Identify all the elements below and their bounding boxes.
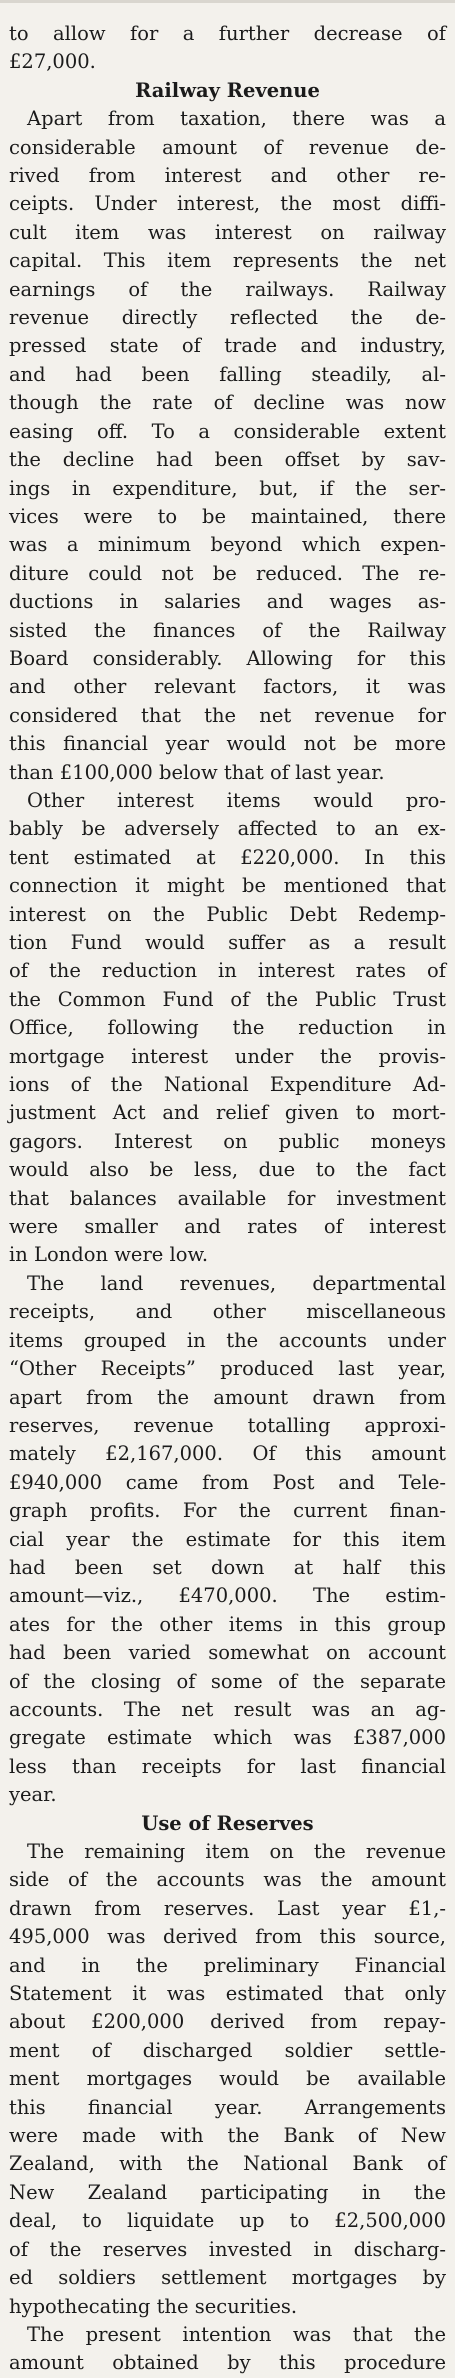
text-line: justment Act and relief given to mort- bbox=[9, 1101, 446, 1125]
text-line: though the rate of decline was now bbox=[9, 391, 446, 415]
text-line: interest on the Public Debt Redemp- bbox=[9, 902, 446, 926]
text-line: ment of discharged soldier settle- bbox=[9, 2038, 446, 2062]
text-line: rived from interest and other re- bbox=[9, 164, 446, 188]
text-line: considered that the net revenue for bbox=[9, 703, 446, 727]
text-line: in London were low. bbox=[9, 1243, 209, 1267]
text-line: gagors. Interest on public moneys bbox=[9, 1129, 446, 1153]
text-line: ductions in salaries and wages as- bbox=[9, 590, 446, 614]
text-line: was a minimum beyond which expen- bbox=[9, 533, 446, 557]
text-line: 495,000 was derived from this source, bbox=[9, 1925, 446, 1949]
text-line: ment mortgages would be available bbox=[9, 2067, 446, 2091]
text-line: revenue directly reflected the de- bbox=[9, 306, 446, 330]
text-line: Apart from taxation, there was a bbox=[27, 107, 446, 131]
text-line: had been varied somewhat on account bbox=[9, 1641, 446, 1665]
text-line: this financial year. Arrangements bbox=[9, 2095, 446, 2119]
text-line: cial year the estimate for this item bbox=[9, 1527, 446, 1551]
text-line: mately £2,167,000. Of this amount bbox=[9, 1442, 446, 1466]
text-line: ceipts. Under interest, the most diffi- bbox=[9, 192, 446, 216]
text-line: reserves, revenue totalling approxi- bbox=[9, 1413, 446, 1437]
text-line: hypothecating the securities. bbox=[9, 2294, 298, 2318]
text-line: accounts. The net result was an ag- bbox=[9, 1697, 446, 1721]
text-line: would also be less, due to the fact bbox=[9, 1158, 446, 1182]
interest-paragraph bbox=[9, 787, 446, 1270]
text-line: amount obtained by this procedure bbox=[9, 2351, 446, 2375]
land-revenues-paragraph bbox=[9, 1270, 446, 1810]
text-line: and had been falling steadily, al- bbox=[9, 362, 446, 386]
text-line: the decline had been offset by sav- bbox=[9, 448, 446, 472]
text-line: side of the accounts was the amount bbox=[9, 1868, 446, 1892]
text-line: this financial year would not be more bbox=[9, 732, 446, 756]
reserves-paragraph bbox=[9, 1838, 446, 2321]
text-line: The present intention was that the bbox=[27, 2322, 446, 2346]
text-line: easing off. To a considerable extent bbox=[9, 419, 446, 443]
text-line: the Common Fund of the Public Trust bbox=[9, 987, 446, 1011]
text-line: drawn from reserves. Last year £1,- bbox=[9, 1896, 446, 1920]
text-line: pressed state of trade and industry, bbox=[9, 334, 446, 358]
text-line: ed soldiers settlement mortgages by bbox=[9, 2266, 446, 2290]
lead-paragraph bbox=[9, 20, 446, 77]
text-line: The land revenues, departmental bbox=[27, 1271, 446, 1295]
text-line: Statement it was estimated that only bbox=[9, 1982, 446, 2006]
text-line: The remaining item on the revenue bbox=[27, 1840, 446, 1863]
text-line: considerable amount of revenue de- bbox=[9, 135, 446, 159]
text-line: apart from the amount drawn from bbox=[9, 1385, 446, 1409]
text-line: mortgage interest under the provis- bbox=[9, 1044, 446, 1068]
text-line: bably be adversely affected to an ex- bbox=[9, 817, 446, 841]
text-line: diture could not be reduced. The re- bbox=[9, 561, 446, 585]
text-line: of the reserves invested in discharg- bbox=[9, 2237, 446, 2261]
text-line: were made with the Bank of New bbox=[9, 2124, 446, 2148]
text-line: year. bbox=[9, 1783, 57, 1807]
text-line: New Zealand participating in the bbox=[9, 2180, 446, 2204]
text-line: that balances available for investment bbox=[9, 1186, 446, 1210]
top-edge-rule bbox=[0, 0, 455, 3]
text-line: “Other Receipts” produced last year, bbox=[9, 1357, 446, 1381]
text-line: and in the preliminary Financial bbox=[9, 1953, 446, 1977]
text-line: cult item was interest on railway bbox=[9, 220, 446, 244]
text-line: than £100,000 below that of last year. bbox=[9, 760, 385, 784]
section-heading-railway-revenue: Railway Revenue bbox=[135, 78, 320, 102]
present-intention-paragraph bbox=[9, 2321, 446, 2378]
text-line: amount—viz., £470,000. The estim- bbox=[9, 1584, 446, 1608]
text-line: ions of the National Expenditure Ad- bbox=[9, 1073, 446, 1097]
section-heading-use-of-reserves: Use of Reserves bbox=[141, 1811, 314, 1835]
text-line: less than receipts for last financial bbox=[9, 1754, 446, 1778]
text-line: and other relevant factors, it was bbox=[9, 675, 446, 699]
text-line: £27,000. bbox=[9, 50, 96, 74]
text-line: Other interest items would pro- bbox=[27, 788, 446, 812]
text-line: were smaller and rates of interest bbox=[9, 1215, 446, 1239]
text-line: vices were to be maintained, there bbox=[9, 504, 446, 528]
text-line: £940,000 came from Post and Tele- bbox=[9, 1470, 446, 1494]
text-line: to allow for a further decrease of bbox=[9, 22, 446, 45]
text-line: ates for the other items in this group bbox=[9, 1612, 446, 1636]
text-line: had been set down at half this bbox=[9, 1555, 446, 1579]
text-line: deal, to liquidate up to £2,500,000 bbox=[9, 2209, 446, 2233]
text-line: gregate estimate which was £387,000 bbox=[9, 1726, 446, 1750]
text-line: receipts, and other miscellaneous bbox=[9, 1300, 446, 1324]
text-line: of the closing of some of the separate bbox=[9, 1669, 446, 1693]
railway-paragraph bbox=[9, 105, 446, 787]
text-line: Zealand, with the National Bank of bbox=[9, 2152, 446, 2176]
text-line: ings in expenditure, but, if the ser- bbox=[9, 476, 446, 500]
text-line: tent estimated at £220,000. In this bbox=[9, 845, 446, 869]
text-line: graph profits. For the current finan- bbox=[9, 1499, 446, 1523]
text-line: items grouped in the accounts under bbox=[9, 1328, 446, 1352]
text-line: about £200,000 derived from repay- bbox=[9, 2010, 446, 2034]
text-line: Office, following the reduction in bbox=[9, 1016, 446, 1040]
text-line: earnings of the railways. Railway bbox=[9, 277, 446, 301]
text-line: sisted the finances of the Railway bbox=[9, 618, 446, 642]
text-line: tion Fund would suffer as a result bbox=[9, 931, 446, 954]
text-line: capital. This item represents the net bbox=[9, 249, 446, 273]
text-line: connection it might be mentioned that bbox=[9, 874, 446, 898]
text-line: Board considerably. Allowing for this bbox=[9, 646, 446, 670]
text-line: of the reduction in interest rates of bbox=[9, 959, 446, 983]
